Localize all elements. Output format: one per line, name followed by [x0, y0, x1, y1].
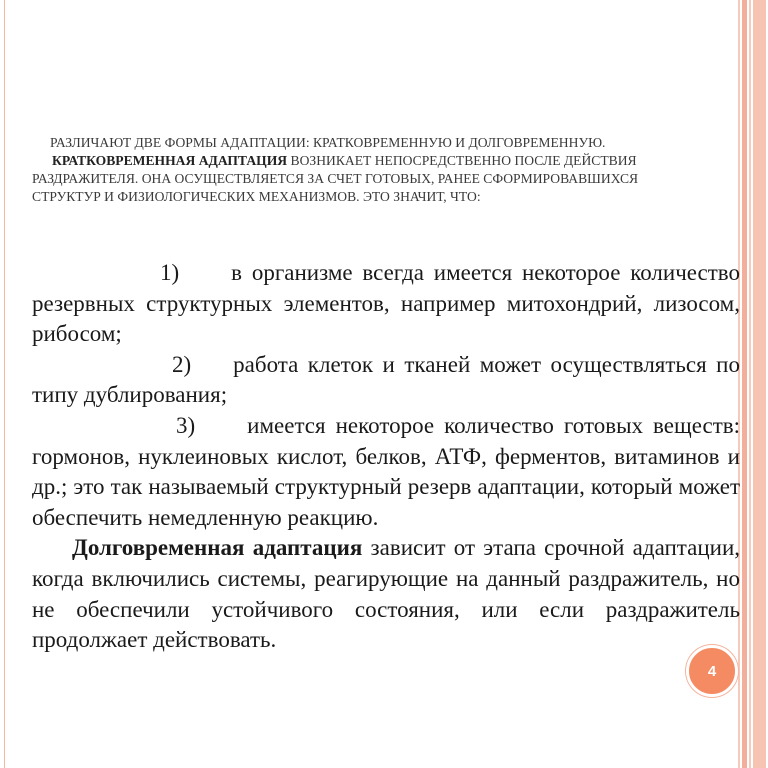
list-item-number: 1) [160, 260, 180, 285]
list-item-number: 2) [172, 351, 192, 377]
list-item-text: имеется некоторое количество готовых веществ: гормонов, нуклеиновых кислот, белков, АТФ, ферментов, витаминов и др.; это так называемый структурный резерв адаптации, который может обеспечить немедленную реакцию. [32, 412, 740, 530]
list-item-number: 3) [176, 412, 196, 438]
intro-line-2-rest: ВОЗНИКАЕТ НЕПОСРЕДСТВЕННО ПОСЛЕ ДЕЙСТВИЯ РАЗДРАЖИТЕЛЯ. ОНА ОСУЩЕСТВЛЯЕТСЯ ЗА СЧЕТ ГОТОВЫХ, РАНЕЕ СФОРМИРОВАВШИХСЯ СТРУКТУР И ФИЗИОЛОГИЧЕСКИХ МЕХАНИЗМОВ. ЭТО ЗНАЧИТ, ЧТО: [32, 153, 639, 204]
long-term-paragraph [32, 533, 740, 655]
list-item [32, 411, 740, 533]
intro-line-2 [32, 152, 702, 206]
decorative-stripes [738, 0, 768, 768]
list-item [32, 258, 740, 350]
long-term-text: зависит от этапа срочной адаптации, когда включились системы, реагирующие на данный раздражитель, но не обеспечили устойчивого состояния, или если раздражитель продолжает действовать. [32, 535, 741, 653]
list-item [32, 350, 740, 411]
list-item-text: в организме всегда имеется некоторое количество резервных структурных элементов, например митохондрий, лизосом, рибосом; [32, 260, 740, 347]
intro-line-1: РАЗЛИЧАЮТ ДВЕ ФОРМЫ АДАПТАЦИИ: КРАТКОВРЕМЕННУЮ И ДОЛГОВРЕМЕННУЮ. [50, 135, 606, 150]
main-text [32, 258, 740, 656]
page-number-badge: 4 [686, 645, 738, 697]
short-term-term: КРАТКОВРЕМЕННАЯ АДАПТАЦИЯ [52, 153, 288, 168]
intro-text [32, 134, 702, 206]
long-term-term: Долговременная адаптация [72, 535, 363, 561]
left-border-line [4, 0, 5, 768]
list-item-text: работа клеток и тканей может осуществляться по типу дублирования; [32, 351, 740, 408]
